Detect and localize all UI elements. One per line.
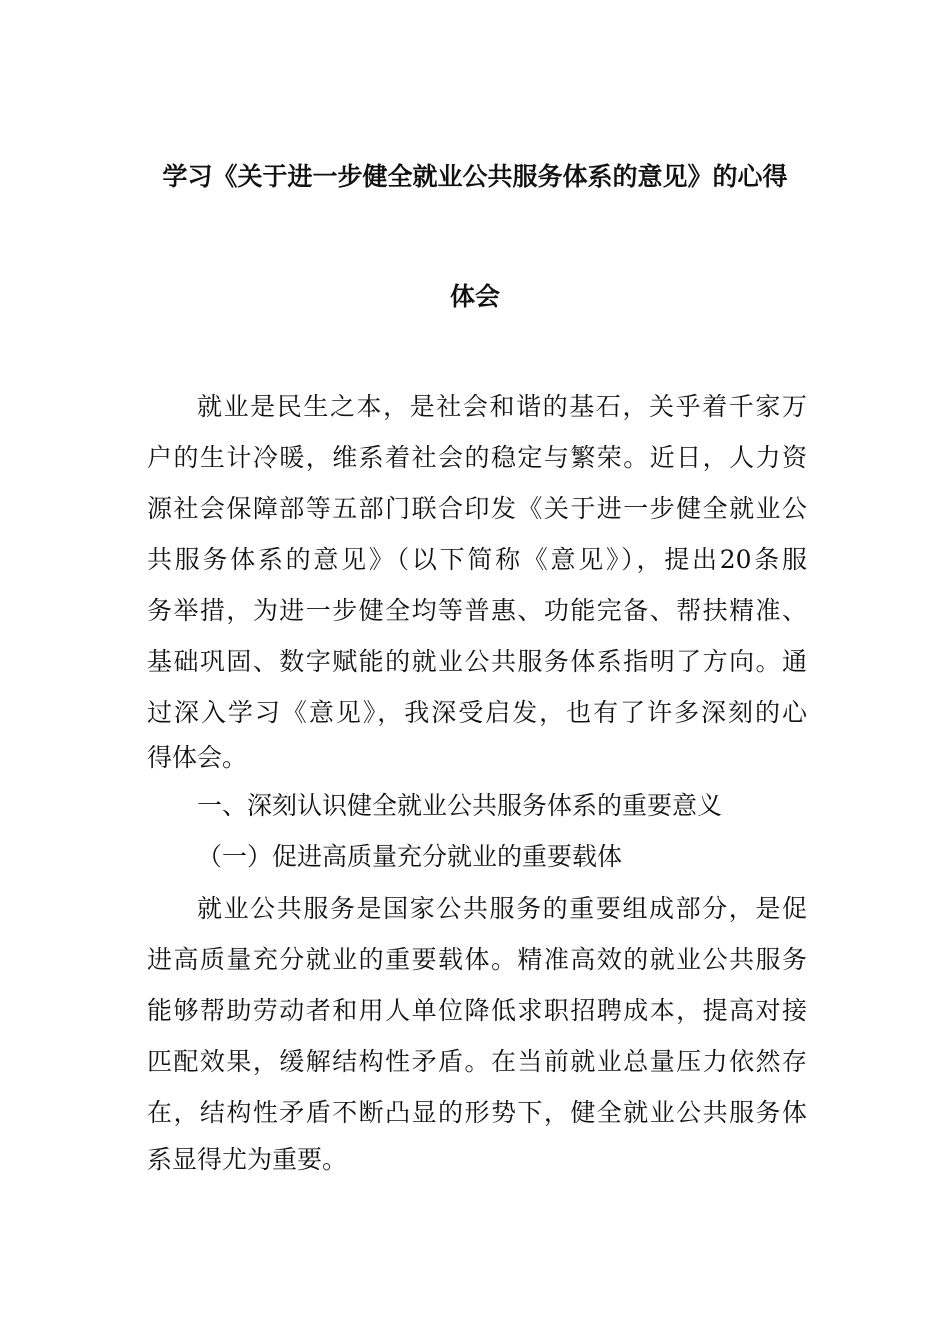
body-line: 进高质量充分就业的重要载体。精准高效的就业公共服务 [147,945,807,974]
section-heading: 一、深刻认识健全就业公共服务体系的重要意义 [197,791,723,820]
body-line: 户的生计冷暖，维系着社会的稳定与繁荣。近日，人力资 [147,443,807,472]
body-line: 源社会保障部等五部门联合印发《关于进一步健全就业公 [147,494,807,523]
document-title-line-1: 学习《关于进一步健全就业公共服务体系的意见》的心得 [162,162,788,191]
body-line: 务举措，为进一步健全均等普惠、功能完备、帮扶精准、 [147,596,807,625]
body-line: 得体会。 [147,743,248,772]
body-line: 就业公共服务是国家公共服务的重要组成部分，是促 [197,894,807,923]
body-line: 基础巩固、数字赋能的就业公共服务体系指明了方向。通 [147,647,807,676]
body-line: 共服务体系的意见》（以下简称《意见》），提出20条服 [147,545,807,574]
body-line: 在，结构性矛盾不断凸显的形势下，健全就业公共服务体 [147,1098,807,1127]
body-line: 就业是民生之本，是社会和谐的基石，关乎着千家万 [197,392,807,421]
body-line: 过深入学习《意见》，我深受启发，也有了许多深刻的心 [147,698,807,727]
document-title-line-2: 体会 [449,282,500,311]
body-line: 匹配效果，缓解结构性矛盾。在当前就业总量压力依然存 [147,1047,807,1076]
body-line: 能够帮助劳动者和用人单位降低求职招聘成本，提高对接 [147,996,807,1025]
body-line: 系显得尤为重要。 [147,1145,348,1174]
subsection-heading: （一）促进高质量充分就业的重要载体 [197,842,623,871]
